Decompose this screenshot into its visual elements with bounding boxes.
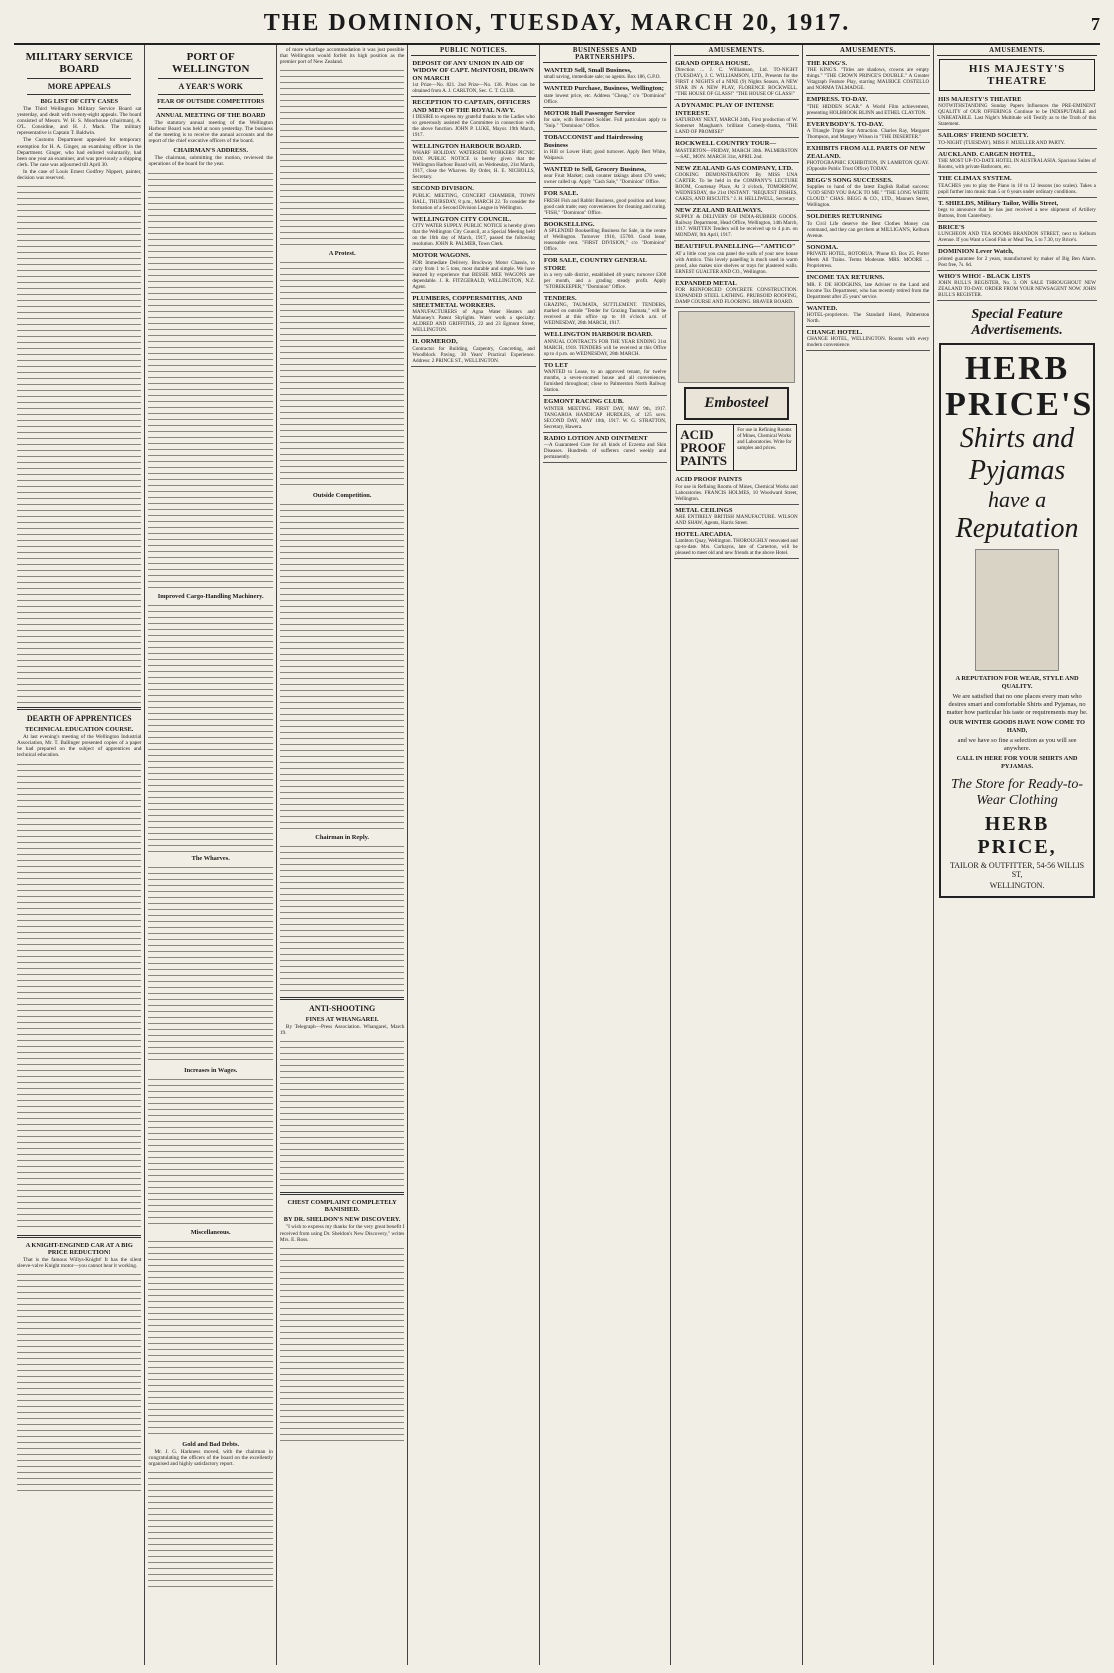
- classified-ad: [674, 58, 798, 100]
- columns: [14, 45, 1100, 1665]
- ad-body: Contractor for Building, Carpentry, Concreting, and Woodblock Paving. 30 Years' Practical Experience. Address: 2 PRINCE ST., WELLINGTON.: [412, 345, 535, 364]
- his-majestys-logo: [939, 59, 1095, 91]
- ad-heading: WELLINGTON HARBOUR BOARD.: [543, 331, 653, 339]
- ad-body: "THE HIDDEN SCAR." A World Film achievement, presenting HOLBROOK BLINN and ETHEL CLAYTON.: [806, 103, 930, 116]
- ad-heading: RECEPTION TO CAPTAIN, OFFICERS AND MEN OF THE ROYAL NAVY.: [412, 99, 531, 114]
- masthead: [14, 10, 1100, 45]
- herb-line-3: Shirts and: [959, 423, 1075, 455]
- ad-heading: MOTOR WAGONS.: [412, 252, 471, 260]
- ad-list: [806, 58, 930, 351]
- article-subhead: MORE APPEALS: [47, 82, 111, 91]
- body-text-block: [148, 1238, 272, 1438]
- man-in-shirt-illustration: [975, 549, 1059, 671]
- classified-ad: [674, 505, 798, 529]
- ad-heading: DEPOSIT OF ANY UNION IN AID OF WIDOW OF CAPT. McINTOSH, DRAWN ON MARCH: [412, 60, 534, 82]
- herb-line-4: Pyjamas: [968, 455, 1066, 487]
- classified-ad: [806, 272, 930, 302]
- ad-headline-chest: CHEST COMPLAINT COMPLETELY BANISHED.: [287, 1199, 397, 1214]
- ad-heading: EXHIBITS FROM ALL PARTS OF NEW ZEALAND.: [806, 145, 926, 160]
- classified-ad: [411, 183, 535, 213]
- column-military-board: [14, 45, 145, 1665]
- article-subhead-2: BIG LIST OF CITY CASES: [40, 98, 118, 105]
- ad-heading: BOOKSELLING.: [543, 220, 595, 228]
- ad-heading: SECOND DIVISION.: [412, 185, 474, 193]
- ad-body: HOTEL-proprietors. The Standard Hotel, Palmerston North.: [806, 312, 930, 325]
- ad-body: FOR REINFORCED CONCRETE CONSTRUCTION. EXPANDED STEEL LATHING. PRUBSOID ROOFING, DAMP COURSE AND FLOORING. BRAVER BOARD.: [675, 287, 798, 306]
- classified-ad: [937, 94, 1097, 130]
- body-text-block: [280, 1038, 404, 1188]
- ad-body: begs to announce that he has just received a new shipment of Artillery Buttons, from Canterbury.: [938, 207, 1096, 220]
- classified-ad: [411, 250, 535, 292]
- ad-heading: FOR SALE, COUNTRY GENERAL STORE: [543, 257, 647, 272]
- herb-line-6: Reputation: [955, 513, 1079, 545]
- classified-ad: [411, 293, 535, 337]
- classified-ad: [937, 173, 1097, 197]
- column-amusements-3: [934, 45, 1100, 1665]
- classified-ad: [674, 138, 798, 162]
- classified-ad: [937, 198, 1097, 222]
- article-subhead-3: ANNUAL MEETING OF THE BOARD: [155, 112, 266, 119]
- ad-list: [543, 65, 667, 463]
- ad-heading: BEAUTIFUL PANELLING—"AMTICO": [675, 243, 796, 251]
- ad-body: TEACHES you to play the Piano in 10 to 12 lessons (no scales). Takes a pupil further into music than 5 or 6 years under ordinary conditions.: [938, 182, 1096, 195]
- article-paragraph: The statutory annual meeting of the Wellington Harbour Board was held at noon yesterday. The business of the meeting is to receive the annual accounts and the report of the chief executive officers of the board.: [148, 120, 273, 145]
- ad-body: To Civil Life deserve the Best Clothes Money can command, and they can get them at MILLIGAN'S, Kelburn Avenue.: [806, 220, 930, 239]
- classified-ad: [674, 474, 798, 504]
- ad-heading: EVERYBODY'S. TO-DAY.: [806, 120, 884, 128]
- article-paragraph: The chairman, submitting the motion, reviewed the operations of the board for the year.: [148, 155, 273, 168]
- ad-body: Lambton Quay, Wellington. THOROUGHLY renovated and up-to-date. Mrs. Corhayns, late of Carterton, will be pleased to meet old and new friends at the above Hotel.: [675, 538, 798, 557]
- classified-ad: [937, 130, 1097, 148]
- classified-ad: [674, 241, 798, 277]
- article-paragraph: The Third Wellington Military Service Board sat yesterday, and dealt with twenty-eight appeals. The board consisted of Messrs. W. H. S. Moorhouse (chairman), A. O'L. Considine, and H. J. Mack. The military representative is Captain T. Baldwin.: [17, 106, 142, 137]
- article-paragraph: of more wharfage accommodation it was just possible that Wellington would forfeit its high position as the premier port of New Zealand.: [279, 47, 405, 66]
- ad-body: CHANGE HOTEL, WELLINGTON. Rooms with every modern convenience.: [806, 336, 930, 349]
- section-title: AMUSEMENTS.: [937, 47, 1097, 56]
- article-headline-knight: A KNIGHT-ENGINED CAR AT A BIG PRICE REDUCTION!: [25, 1241, 133, 1256]
- ad-body: PHOTOGRAPHIC EXHIBITION, IN LAMBTON QUAY. (Opposite Public Trust Office) TODAY.: [806, 160, 930, 173]
- ad-body: MANUFACTURERS of Agna Water Heaters and Mahoney's Patent Skylights. Water work a specialty. ALDRED AND GRIFFITHS, 22 and 23 Egmont Street, WELLINGTON.: [412, 309, 535, 334]
- ad-heading: PLUMBERS, COPPERSMITHS, AND SHEETMETAL WORKERS.: [412, 294, 523, 310]
- ad-heading: SONOMA.: [806, 243, 839, 251]
- ad-body: For use in Refining Rooms of Mines, Chemical Works and Laboratories. FRANCIS HOLMES, 10 Woodward Street, Wellington.: [675, 483, 798, 502]
- classified-ad: [543, 329, 667, 359]
- section-heading: A Protest.: [328, 250, 356, 258]
- body-text-block: [280, 501, 404, 831]
- body-text-block: [148, 1076, 272, 1226]
- ad-body: Supplies to hand of the latest English Ballad success: "GOD SEND YOU BACK TO ME." "THE LONG WHITE CLOUD." CHAS. BEGG & CO., LTD., Manners Street, Wellington.: [806, 184, 930, 209]
- ad-heading: WANTED.: [806, 304, 838, 312]
- ad-body: THE KING'S. "Titles are shadows, crowns are empty things." "THE CROWN PRINCE'S DOUBLE." A Greater Vitagraph Feature Play, starring MAURICE COSTELLO and NORMA TALMADGE.: [806, 67, 930, 92]
- classified-ad: [543, 293, 667, 329]
- herb-line-1: HERB: [964, 350, 1070, 388]
- ad-body: WINTER MEETING. FIRST DAY, MAY 9th, 1917. TANGAROA HANDICAP HURDLES, of 125 sovs. SECOND DAY, MAY 10th, 1917. W. G. STRATTON, Secretary, Hawera.: [543, 405, 667, 430]
- column-amusements-2: [803, 45, 934, 1665]
- article-subhead: A YEAR'S WORK: [178, 82, 243, 91]
- classified-ad: [806, 143, 930, 175]
- article-paragraph: At last evening's meeting of the Wellington Industrial Association, Mr. T. Ballinger presented copies of a paper he had prepared on the subject of apprentices and technical education.: [17, 734, 142, 759]
- ad-body: FRESH Fish and Rabbit Business, good position and lease; good cash trade; easy conveniences for cleaning and curing. "FISH," "Dominion" Office.: [543, 197, 667, 216]
- body-text-block: [148, 1469, 272, 1589]
- classified-ad: [937, 149, 1097, 173]
- classified-ad: [937, 271, 1097, 301]
- herb-winter: OUR WINTER GOODS HAVE NOW COME TO HAND,: [949, 719, 1085, 735]
- ad-body: CITY WATER SUPPLY. PUBLIC NOTICE is hereby given that the Wellington City Council, at a Special Meeting held on the 16th day of March, 1917, passed the following resolution. JOHN R. PALMER, Town Clerk.: [412, 223, 535, 248]
- classified-ad: [806, 211, 930, 241]
- classified-ad: [543, 396, 667, 432]
- herb-footer-address: TAILOR & OUTFITTER, 54-56 WILLIS ST,: [950, 861, 1085, 880]
- ad-heading: EXPANDED METAL: [675, 279, 737, 287]
- body-text-block: [148, 864, 272, 1064]
- ad-body: MR. F. DE HODGKINS, late Adviser to the Land and Income Tax Department, who has recently retired from the Department after 25 years' service.: [806, 281, 930, 300]
- classified-ad: [806, 94, 930, 118]
- body-text-block: [280, 843, 404, 993]
- herb-tagline: A REPUTATION FOR WEAR, STYLE AND QUALITY.: [955, 675, 1079, 691]
- article-headline: MILITARY SERVICE BOARD: [25, 51, 133, 75]
- ad-body: LUNCHEON AND TEA ROOMS BRANDON STREET, next to Kelburn Avenue. If you Want a Good Fish or Meal Tea, 5 to 7.30, try Brice's.: [938, 231, 1096, 244]
- body-text-block: [280, 1245, 404, 1445]
- ad-body: ANNUAL CONTRACTS FOR THE YEAR ENDING 31st MARCH, 1918. TENDERS will be received at this Office up to 4 p.m. on WEDNESDAY, 28th MARCH.: [543, 338, 667, 357]
- ad-body: SATURDAY NEXT, MARCH 24th, First production of W. Somerset Maugham's brilliant Comedy-drama, "THE LAND OF PROMISE!": [675, 117, 798, 136]
- ad-heading: THE CLIMAX SYSTEM.: [938, 175, 1012, 183]
- herb-store-line: The Store for Ready-to-Wear Clothing: [951, 777, 1084, 809]
- ad-body: TO-NIGHT (TUESDAY). MISS F. MUELLER AND PARTY.: [938, 139, 1065, 146]
- ad-heading: A DYNAMIC PLAY OF INTENSE INTEREST.: [675, 102, 774, 117]
- classified-ad: [543, 132, 667, 164]
- column-port-wellington: [145, 45, 276, 1665]
- section-title: AMUSEMENTS.: [806, 47, 930, 56]
- column-public-notices: [408, 45, 539, 1665]
- section-title: AMUSEMENTS.: [674, 47, 798, 56]
- herb-selection: and we have so fine a selection as you will see anywhere.: [957, 737, 1077, 753]
- section-title: PUBLIC NOTICES.: [411, 47, 535, 56]
- article-paragraph: "I wish to express my thanks for the very great benefit I received from using Dr. Sheldon's New Discovery," writes Mrs. E. Ross.: [279, 1224, 405, 1243]
- section-title: BUSINESSES AND PARTNERSHIPS.: [543, 47, 667, 63]
- column-port-continued: [277, 45, 408, 1665]
- ad-body: Direction ... J. C. Williamson, Ltd. TO-NIGHT (TUESDAY), J. C. WILLIAMSON, LTD., Presents for the FIRST 4 NIGHTS of a NINE (9) Nights Season, A NEW STAR IN A NEW PLAY, FLORENCE ROCKWELL. "THE HOUSE OF GLASS!" "THE HOUSE OF GLASS!": [675, 67, 798, 98]
- classified-ad: [937, 246, 1097, 270]
- ad-heading: TOBACCONIST and Hairdressing Business: [543, 134, 643, 149]
- ad-heading: NEW ZEALAND GAS COMPANY, LTD.: [675, 164, 793, 172]
- ad-heading: TO LET: [543, 361, 569, 369]
- ad-body: in a very safe district, established 40 years; turnover £300 per month, and a grading steady profit. Apply "STOREKEEPER," "Dominion" Office.: [543, 272, 667, 291]
- section-heading: The Wharves.: [191, 854, 230, 862]
- ad-body: SUPPLY & DELIVERY OF INDIA-RUBBER GOODS. Railway Department, Head Office, Wellington, 14th March, 1917. WRITTEN Tenders will be received up to 4 p.m. on MONDAY, 9th April, 1917.: [675, 214, 798, 239]
- ad-heading: SOLDIERS RETURNING: [806, 213, 883, 221]
- ad-heading: WHO'S WHO! - BLACK LISTS: [938, 272, 1031, 280]
- article-paragraph: That is the famous Willys-Knight! It has the silent sleeve-valve Knight motor—you cannot hear it working.: [17, 1256, 142, 1269]
- classified-ad: [674, 205, 798, 241]
- classified-ad: [543, 433, 667, 463]
- page-number: 7: [1091, 14, 1100, 34]
- ad-heading: AUCKLAND. CARGEN HOTEL,: [938, 150, 1035, 158]
- ad-heading: NEW ZEALAND RAILWAYS.: [675, 207, 763, 215]
- ad-body: NOTWITHSTANDING Sunday Papers Influences the PRE-EMINENT QUALITY of OUR OFFERINGS Continue to be INDISPUTABLE and UNBEATABLE. Last Night's Multitude will Testify as to the Truth of this Statement.: [938, 103, 1096, 128]
- classified-ad: [543, 219, 667, 255]
- article-headline: PORT OF WELLINGTON: [171, 51, 250, 75]
- body-text-block: [148, 170, 272, 590]
- section-heading: Increases in Wages.: [184, 1066, 238, 1074]
- ad-heading: METAL CEILINGS: [675, 506, 733, 514]
- body-text-block: [280, 259, 404, 489]
- ad-heading: WELLINGTON HARBOUR BOARD.: [412, 143, 522, 151]
- ad-heading: THE KING'S.: [806, 60, 848, 67]
- article-subhead: FINES AT WHANGAREI.: [305, 1016, 379, 1024]
- ad-heading: ACID PROOF PAINTS: [675, 476, 742, 484]
- hotel-illustration: [678, 311, 794, 383]
- classified-ad: [543, 65, 667, 83]
- body-text-block: [17, 1271, 141, 1491]
- ad-body: small saving, immediate sale; no agents. Box 186, G.P.O.: [543, 74, 661, 81]
- ad-heading: FOR SALE.: [543, 190, 579, 198]
- ad-body: PUBLIC MEETING, CONCERT CHAMBER, TOWN HALL, THURSDAY, 8 p.m., MARCH 22. To consider the formation of a Second Division League in Wellington.: [412, 192, 535, 211]
- herb-price-ad: [939, 343, 1095, 898]
- article-headline-apprentices: DEARTH OF APPRENTICES: [26, 714, 132, 724]
- ad-body: FOR Immediate Delivery. Brockway Motor Chassis, to carry from 1 to 5 tons, most durable and simple. We have learned by experience that BESSIE MEE WAGONS are dependable. J. R. FITZGERALD, WELLINGTON, N.Z. Agent.: [412, 259, 535, 290]
- classified-ad: [411, 141, 535, 183]
- classified-ad: [411, 97, 535, 141]
- herb-call-in: CALL IN HERE FOR YOUR SHIRTS AND PYJAMAS.: [956, 755, 1078, 771]
- column-businesses: [540, 45, 671, 1665]
- section-heading: Gold and Bad Debts.: [182, 1440, 240, 1448]
- classified-ad: [674, 529, 798, 559]
- ad-heading: ROCKWELL COUNTRY TOUR—: [675, 140, 777, 148]
- ad-heading: SAILORS' FRIEND SOCIETY.: [938, 132, 1029, 140]
- section-heading: Outside Competition.: [312, 492, 372, 500]
- classified-ad: [411, 336, 535, 366]
- herb-line-2: PRICE'S: [945, 386, 1094, 424]
- classified-ad: [543, 255, 667, 293]
- article-subhead-2: FEAR OF OUTSIDE COMPETITORS: [156, 98, 265, 105]
- ad-heading: RADIO LOTION AND OINTMENT: [543, 434, 648, 442]
- article-paragraph: The Customs Department appealed for temporary exemption for H. A. Ginger, an examining officer in the Department. Ginger, who had enlisted voluntarily, had been one year an examiner, and was previously a shipping clerk. The case was adjourned till April 30.: [17, 137, 142, 168]
- classified-ad: [806, 175, 930, 211]
- ad-list: [674, 58, 798, 308]
- ad-body: WANTED to Lease, to an approved tenant, for twelve months, a seven-roomed house and all conveniences, furnished throughout; close to Palmerston North Railway Station.: [543, 369, 667, 394]
- ad-heading: H. ORMEROD,: [412, 338, 458, 346]
- ad-body: ARE ENTIRELY BRITISH MANUFACTURE. WILSON AND SHAW, Agents, Harris Street.: [675, 514, 798, 527]
- classified-ad: [543, 83, 667, 107]
- ad-heading: HOTEL ARCADIA.: [675, 531, 733, 539]
- classified-ad: [674, 100, 798, 138]
- ad-heading: T. SHIELDS, Military Tailor, Willis Street,: [938, 199, 1059, 207]
- ad-body: in Hill or Lower Hutt; good turnover. Apply Bert White, Waipawa.: [543, 149, 667, 162]
- classified-ad: [937, 222, 1097, 246]
- herb-line-5: have a: [988, 487, 1047, 513]
- ad-body: I DESIRE to express my grateful thanks to the Ladies who so generously assisted the Committee in connection with the above function. JOHN P. LUKE, Mayor. 19th March, 1917.: [412, 114, 535, 139]
- ad-list: [674, 474, 798, 559]
- acid-proof-text: For use in Refining Rooms of Mines, Chemical Works and Laboratories. Write for samples and prices.: [737, 428, 792, 452]
- section-heading: CHAIRMAN'S ADDRESS.: [173, 147, 248, 155]
- section-heading: Miscellaneous.: [190, 1228, 231, 1236]
- ad-body: GRAZING, TAUMATA, SUTTLEMENT. TENDERS, marked on outside "Tender for Grazing Taumata," will be received at this office up to 10 o'clock a.m. of WEDNESDAY, 28th MARCH, 1917.: [543, 302, 667, 327]
- classified-ad: [543, 164, 667, 188]
- column-amusements-1: [671, 45, 802, 1665]
- ad-heading: MOTOR Hall Passenger Service: [543, 109, 635, 117]
- section-heading: Chairman in Reply.: [315, 834, 370, 842]
- section-heading: Improved Cargo-Handling Machinery.: [157, 592, 264, 600]
- ad-heading: EGMONT RACING CLUB.: [543, 398, 624, 406]
- classified-ad: [411, 214, 535, 250]
- ad-heading: GRAND OPERA HOUSE.: [675, 60, 751, 67]
- ad-body: WHARF HOLIDAY. WATERSIDE WORKERS' PICNIC DAY. PUBLIC NOTICE is hereby given that the Wellington Harbour Board will, on Wednesday, 21st March, 1917, close the Wharves. By Order, H. E. NICHOLLS, Secretary.: [412, 150, 535, 181]
- ad-subhead-chest: BY DR. SHELDON'S NEW DISCOVERY.: [283, 1216, 401, 1224]
- classified-ad: [806, 303, 930, 327]
- masthead-title: THE DOMINION, TUESDAY, MARCH 20, 1917.: [263, 10, 851, 36]
- classified-ad: [543, 188, 667, 218]
- body-text-block: [280, 67, 404, 247]
- classified-ad: [674, 163, 798, 205]
- classified-ad: [411, 58, 535, 97]
- article-headline-anti-shooting: ANTI-SHOOTING: [309, 1004, 376, 1014]
- ad-body: MASTERTON—FRIDAY, MARCH 30th. PALMERSTON—SAT., MON. MARCH 31st, APRIL 2nd.: [675, 147, 798, 160]
- ad-body: AT a little cost you can panel the walls of your new house with Amtico. This lovely panelling is much used in warm proof, also makes nice shelves or trays for plastered walls. ERNEST GUALTER AND CO., Wellington.: [675, 250, 798, 275]
- body-text-block: [148, 602, 272, 852]
- ad-body: A SPLENDID Bookselling Business for Sale, in the centre of Wellington. Turnover 1916, £5700. Good lease, reasonable rent. "FIRST DIVISION," c/o "Dominion" Office.: [543, 228, 667, 253]
- classified-ad: [543, 360, 667, 396]
- classified-ad: [674, 278, 798, 308]
- ad-heading: WANTED Purchase, Business, Wellington;: [543, 85, 664, 93]
- acid-proof-label: ACID PROOF PAINTS: [677, 425, 734, 470]
- ad-heading: WANTED to Sell, Grocery Business,: [543, 166, 646, 174]
- herb-footer-city: WELLINGTON.: [989, 881, 1045, 891]
- ad-heading: BRICE'S: [938, 224, 965, 232]
- ad-heading: EMPRESS. TO-DAY.: [806, 96, 868, 104]
- ad-heading: HIS MAJESTY'S THEATRE: [938, 96, 1022, 103]
- ad-body: state lowest price, etc. Address "Cheap," c/o "Dominion" Office.: [543, 92, 667, 105]
- article-paragraph: By Telegraph—Press Association. Whangarei, March 19.: [279, 1024, 405, 1037]
- ad-list: [411, 58, 535, 367]
- ad-body: —A Guaranteed Cure for all kinds of Eczema and Skin Diseases. Hundreds of sufferers cured weekly and permanently.: [543, 442, 667, 461]
- herb-footer-name: HERB PRICE,: [977, 813, 1057, 859]
- ad-body: for sale, with Returned Soldier. Full particulars apply to "Snip." "Dominion" Office.: [543, 117, 667, 130]
- body-text-block: [17, 761, 141, 1231]
- classified-ad: [543, 108, 667, 132]
- his-majestys-logo-text: HIS MAJESTY'S THEATRE: [968, 63, 1066, 87]
- body-text-block: [17, 183, 141, 703]
- ad-body: COOKING DEMONSTRATION By MISS UNA CARTER. To be held in the COMPANY'S LECTURE ROOM, Courtenay Place, At 3 o'clock, TOMORROW, WEDNESDAY, the 21st INSTANT. "REQUEST DISHES, CAKES, AND BISCUITS." J. H. HELLIWELL, Secretary.: [675, 172, 798, 203]
- ad-heading: BEGG'S SONG SUCCESSES.: [806, 177, 893, 185]
- ad-heading: INCOME TAX RETURNS.: [806, 274, 885, 282]
- ad-body: printed guarantee for 2 years, manufactured by maker of Big Ben Alarm. Post free, 7s. 6d.: [938, 255, 1096, 268]
- herb-body: We are satisfied that no one places every man who desires smart and comfortable Shirts and Pyjamas, no matter how particular his taste or requirements may be.: [946, 693, 1088, 717]
- ad-heading: CHANGE HOTEL.: [806, 329, 863, 337]
- classified-ad: [806, 58, 930, 94]
- ad-heading: DOMINION Lever Watch,: [938, 248, 1014, 256]
- article-paragraph: In the case of Louis Ernest Godfrey Nippert, painter, decision was reserved.: [17, 168, 142, 182]
- ad-list: [937, 94, 1097, 301]
- special-feature-heading: Special Feature Advertisements.: [971, 307, 1063, 339]
- article-subhead-technical: TECHNICAL EDUCATION COURSE.: [25, 726, 134, 734]
- ad-heading: WELLINGTON CITY COUNCIL.: [412, 215, 512, 223]
- classified-ad: [806, 119, 930, 143]
- ad-body: JOHN BULL'S REGISTER, No. 3. ON SALE THROUGHOUT NEW ZEALAND TO-DAY. ORDER FROM YOUR NEWSAGENT NOW. JOHN BULL'S REGISTER.: [938, 280, 1096, 299]
- ad-body: 1st Prize—No. 821. 2nd Prize—No. 136. Prizes can be obtained from A. J. CARLTON, Sec. C. T. CLUB.: [412, 82, 535, 95]
- ad-body: near Fruit Market; cash counter takings about £70 week; owner called up. Apply "Cash Sale," "Dominion" Office.: [543, 173, 667, 186]
- classified-ad: [806, 327, 930, 351]
- classified-ad: [806, 242, 930, 272]
- ad-heading: WANTED Sell, Small Business,: [543, 67, 632, 74]
- article-paragraph: Mr. J. G. Harkness moved, with the chairman in congratulating the officers of the board on the excellently organised and highly satisfactory report.: [148, 1448, 273, 1467]
- acid-proof-ad: [676, 424, 796, 471]
- ad-body: A Triangle Triple Star Attraction. Charles Ray, Margaret Thompson, and Margery Wilson in "THE DESERTER.": [806, 128, 930, 141]
- embosteel-logo: Embosteel: [684, 387, 788, 420]
- ad-body: THE MOST UP-TO-DATE HOTEL IN AUSTRALASIA. Spacious Suites of Rooms, with private Bathroom, etc.: [938, 158, 1096, 171]
- ad-heading: TENDERS.: [543, 295, 577, 303]
- ad-body: PRIVATE HOTEL, ROTORUA. 'Phone 83. Box 25. Porter Meets All Trains. Terms Moderate. MRS. MOORE ... Proprietress.: [806, 251, 930, 270]
